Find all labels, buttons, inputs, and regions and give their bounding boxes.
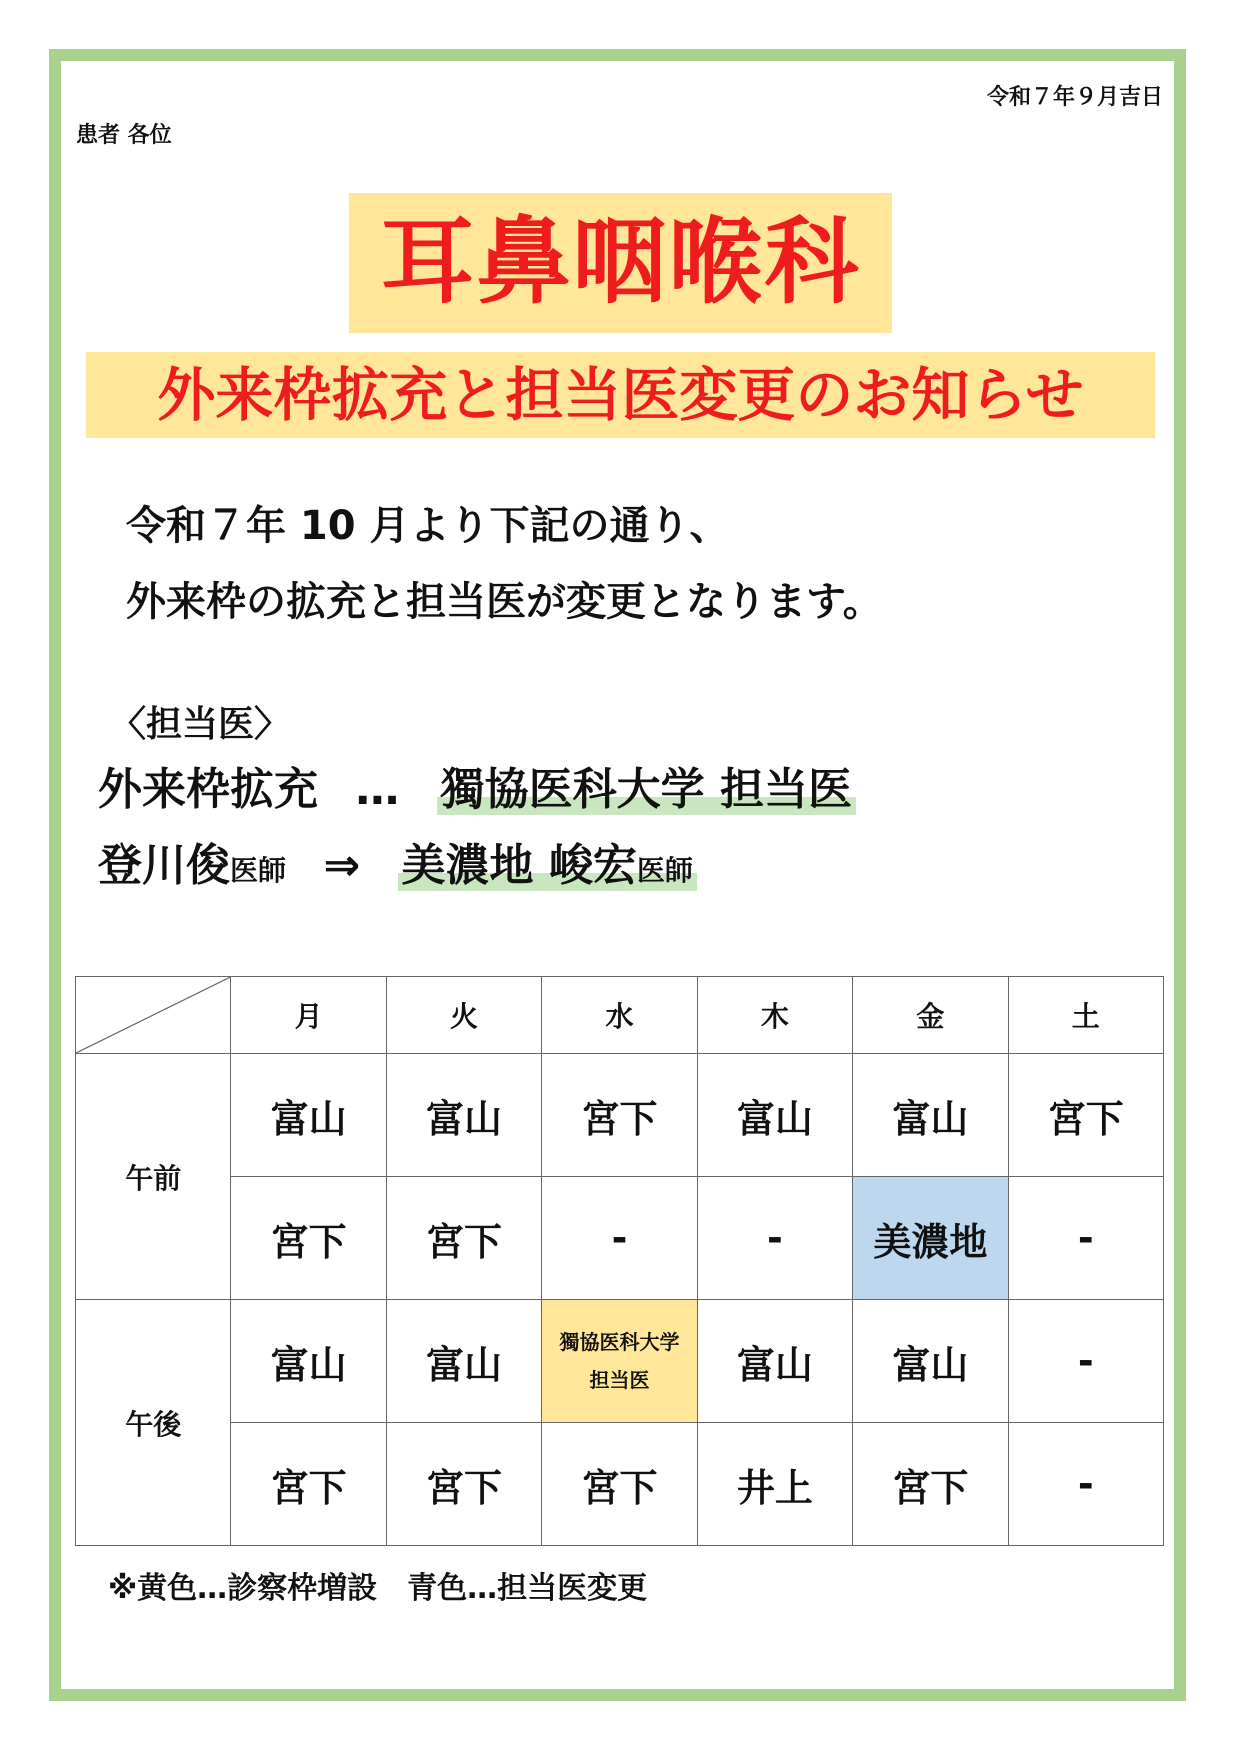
day-header-sat: 土 (1008, 977, 1163, 1054)
added-slot-line-2: 担当医 (589, 1368, 650, 1392)
subtitle-banner (86, 352, 1155, 438)
title-banner (349, 193, 892, 333)
schedule-cell: - (1008, 1423, 1163, 1546)
expansion-label: 外来枠拡充 (98, 764, 318, 815)
new-doctor-suffix: 医師 (636, 854, 693, 887)
schedule-cell: 富山 (697, 1054, 852, 1177)
table-row (76, 1054, 1164, 1177)
row-label-pm: 午後 (76, 1300, 231, 1546)
schedule-cell: 宮下 (386, 1177, 541, 1300)
schedule-table (75, 976, 1164, 1546)
schedule-cell: 富山 (231, 1054, 386, 1177)
schedule-cell: 宮下 (386, 1423, 541, 1546)
day-header-fri: 金 (853, 977, 1008, 1054)
legend-note: ※黄色…診察枠増設 青色…担当医変更 (108, 1571, 648, 1606)
arrow-icon: ⇒ (323, 840, 361, 891)
schedule-cell: 富山 (853, 1054, 1008, 1177)
row-label-am: 午前 (76, 1054, 231, 1300)
body-text-line-2: 外来枠の拡充と担当医が変更となります。 (126, 579, 883, 625)
schedule-cell: 富山 (697, 1300, 852, 1423)
previous-doctor: 登川俊 (98, 840, 230, 891)
schedule-cell: 宮下 (231, 1423, 386, 1546)
info-row-expansion (98, 764, 856, 815)
ellipsis-separator: … (355, 764, 400, 815)
page-title: 耳鼻咽喉科 (380, 208, 861, 317)
schedule-cell-changed: 美濃地 (853, 1177, 1008, 1300)
addressee: 患者 各位 (76, 123, 172, 148)
schedule-cell: 富山 (231, 1300, 386, 1423)
added-slot-line-1: 獨協医科大学 (559, 1330, 680, 1354)
day-header-thu: 木 (697, 977, 852, 1054)
schedule-cell: 宮下 (1008, 1054, 1163, 1177)
schedule-cell: - (697, 1177, 852, 1300)
schedule-cell: 宮下 (542, 1054, 697, 1177)
schedule-cell: 宮下 (853, 1423, 1008, 1546)
schedule-cell: 富山 (386, 1300, 541, 1423)
day-header-mon: 月 (231, 977, 386, 1054)
schedule-cell: 宮下 (231, 1177, 386, 1300)
schedule-cell: 井上 (697, 1423, 852, 1546)
issue-date: 令和７年９月吉日 (986, 85, 1163, 110)
previous-doctor-suffix: 医師 (230, 854, 287, 887)
schedule-cell: - (1008, 1300, 1163, 1423)
schedule-cell: 宮下 (542, 1423, 697, 1546)
day-header-wed: 水 (542, 977, 697, 1054)
schedule-header-row (76, 977, 1164, 1054)
schedule-cell-added (542, 1300, 697, 1423)
schedule-cell: - (1008, 1177, 1163, 1300)
expansion-value: 獨協医科大学 担当医 (437, 764, 856, 815)
table-row (76, 1423, 1164, 1546)
schedule-cell: - (542, 1177, 697, 1300)
new-doctor (398, 840, 697, 891)
section-label-doctors: 〈担当医〉 (110, 704, 291, 745)
diagonal-line-icon (76, 977, 230, 1053)
new-doctor-name: 美濃地 峻宏 (401, 840, 637, 891)
corner-cell (76, 977, 231, 1054)
table-row (76, 1300, 1164, 1423)
info-row-doctor-change (98, 840, 697, 891)
table-row (76, 1177, 1164, 1300)
body-text-line-1: 令和７年 10 月より下記の通り、 (126, 503, 730, 549)
day-header-tue: 火 (386, 977, 541, 1054)
page-subtitle: 外来枠拡充と担当医変更のお知らせ (157, 361, 1084, 429)
schedule-cell: 富山 (853, 1300, 1008, 1423)
schedule-cell: 富山 (386, 1054, 541, 1177)
